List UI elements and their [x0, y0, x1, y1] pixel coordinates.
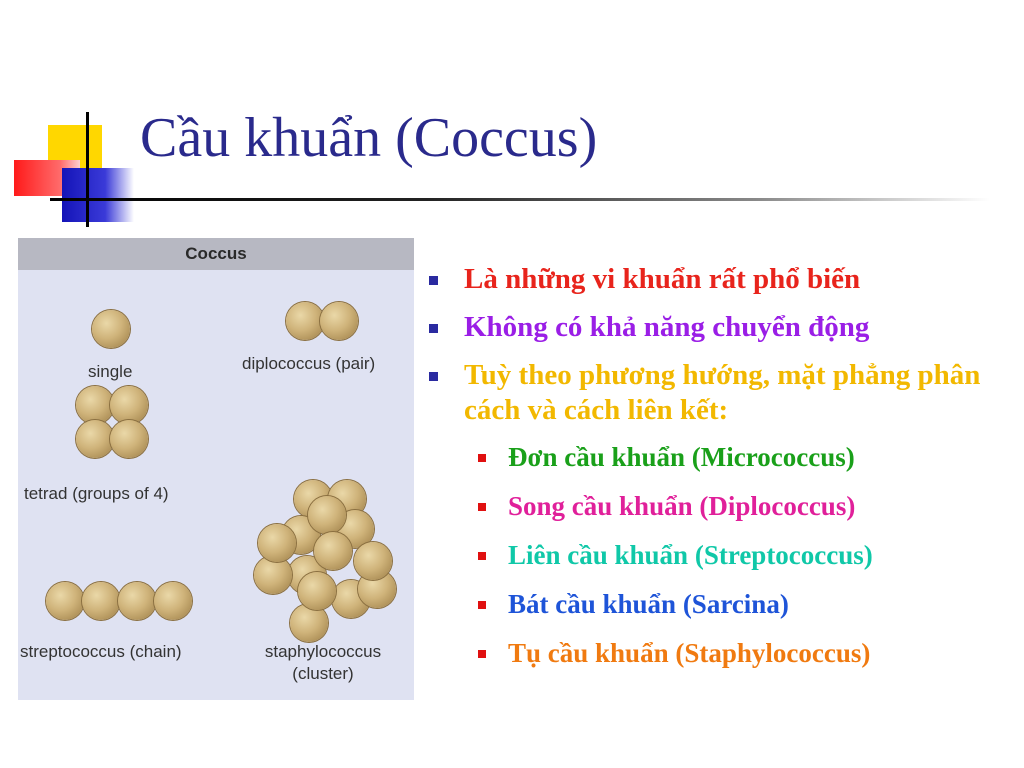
diplococcus-cell — [320, 302, 358, 340]
bullet-text: Là những vi khuẩn rất phổ biến — [464, 263, 861, 295]
bullet-item — [426, 358, 1004, 428]
figure-header: Coccus — [18, 238, 414, 270]
title-underline — [50, 198, 990, 201]
streptococcus-cell — [118, 582, 156, 620]
decor-blue-square — [62, 168, 134, 222]
bullet-text: Không có khả năng chuyển động — [464, 311, 870, 343]
sub-bullet-square-icon — [478, 601, 486, 609]
tetrad-cell — [76, 420, 114, 458]
decor-vertical-line — [86, 112, 89, 227]
tetrad-cell — [76, 386, 114, 424]
sub-bullet-item — [426, 490, 1016, 523]
tetrad-cell — [110, 420, 148, 458]
sub-bullet-item — [426, 539, 1016, 572]
label-single: single — [88, 362, 133, 381]
label-streptococcus: streptococcus (chain) — [20, 642, 182, 661]
sub-bullet-item — [426, 441, 1016, 474]
staphylococcus-cell — [258, 524, 296, 562]
sub-bullet-square-icon — [478, 650, 486, 658]
streptococcus-cell — [82, 582, 120, 620]
coccus-figure — [18, 238, 414, 700]
sub-bullet-item — [426, 588, 1016, 621]
label-diplococcus: diplococcus (pair) — [242, 354, 376, 373]
label-tetrad: tetrad (groups of 4) — [24, 484, 169, 503]
bullet-square-icon — [429, 372, 438, 381]
sub-bullet-text: Song cầu khuẩn (Diplococcus) — [508, 491, 856, 521]
staphylococcus-cell — [298, 572, 336, 610]
tetrad-cell — [110, 386, 148, 424]
bullet-item — [426, 310, 1016, 345]
sub-bullet-text: Liên cầu khuẩn (Streptococcus) — [508, 540, 873, 570]
streptococcus-cell — [154, 582, 192, 620]
sub-bullet-square-icon — [478, 503, 486, 511]
sub-bullet-square-icon — [478, 552, 486, 560]
bullet-square-icon — [429, 276, 438, 285]
streptococcus-cell — [46, 582, 84, 620]
staphylococcus-cell — [308, 496, 346, 534]
staphylococcus-cell — [354, 542, 392, 580]
sub-bullet-text: Bát cầu khuẩn (Sarcina) — [508, 589, 789, 619]
label-staphylococcus: staphylococcus — [264, 642, 382, 661]
bullet-text: Tuỳ theo phương hướng, mặt phẳng phân cách và cách liên kết: — [464, 359, 981, 426]
staphylococcus-cell — [314, 532, 352, 570]
figure-body — [18, 270, 414, 700]
bullet-list — [426, 262, 1016, 686]
bullet-square-icon — [429, 324, 438, 333]
diplococcus-cell — [286, 302, 324, 340]
sub-bullet-text: Đơn cầu khuẩn (Micrococcus) — [508, 442, 855, 472]
sub-bullet-square-icon — [478, 454, 486, 462]
label-staphylococcus-cluster: (cluster) — [292, 664, 354, 683]
single-coccus-cell — [92, 310, 130, 348]
sub-bullet-text: Tụ cầu khuẩn (Staphylococcus) — [508, 638, 871, 668]
bullet-item — [426, 262, 1016, 297]
sub-bullet-item — [426, 637, 1016, 670]
staphylococcus-cell — [290, 604, 328, 642]
slide-title: Cầu khuẩn (Coccus) — [140, 107, 598, 169]
